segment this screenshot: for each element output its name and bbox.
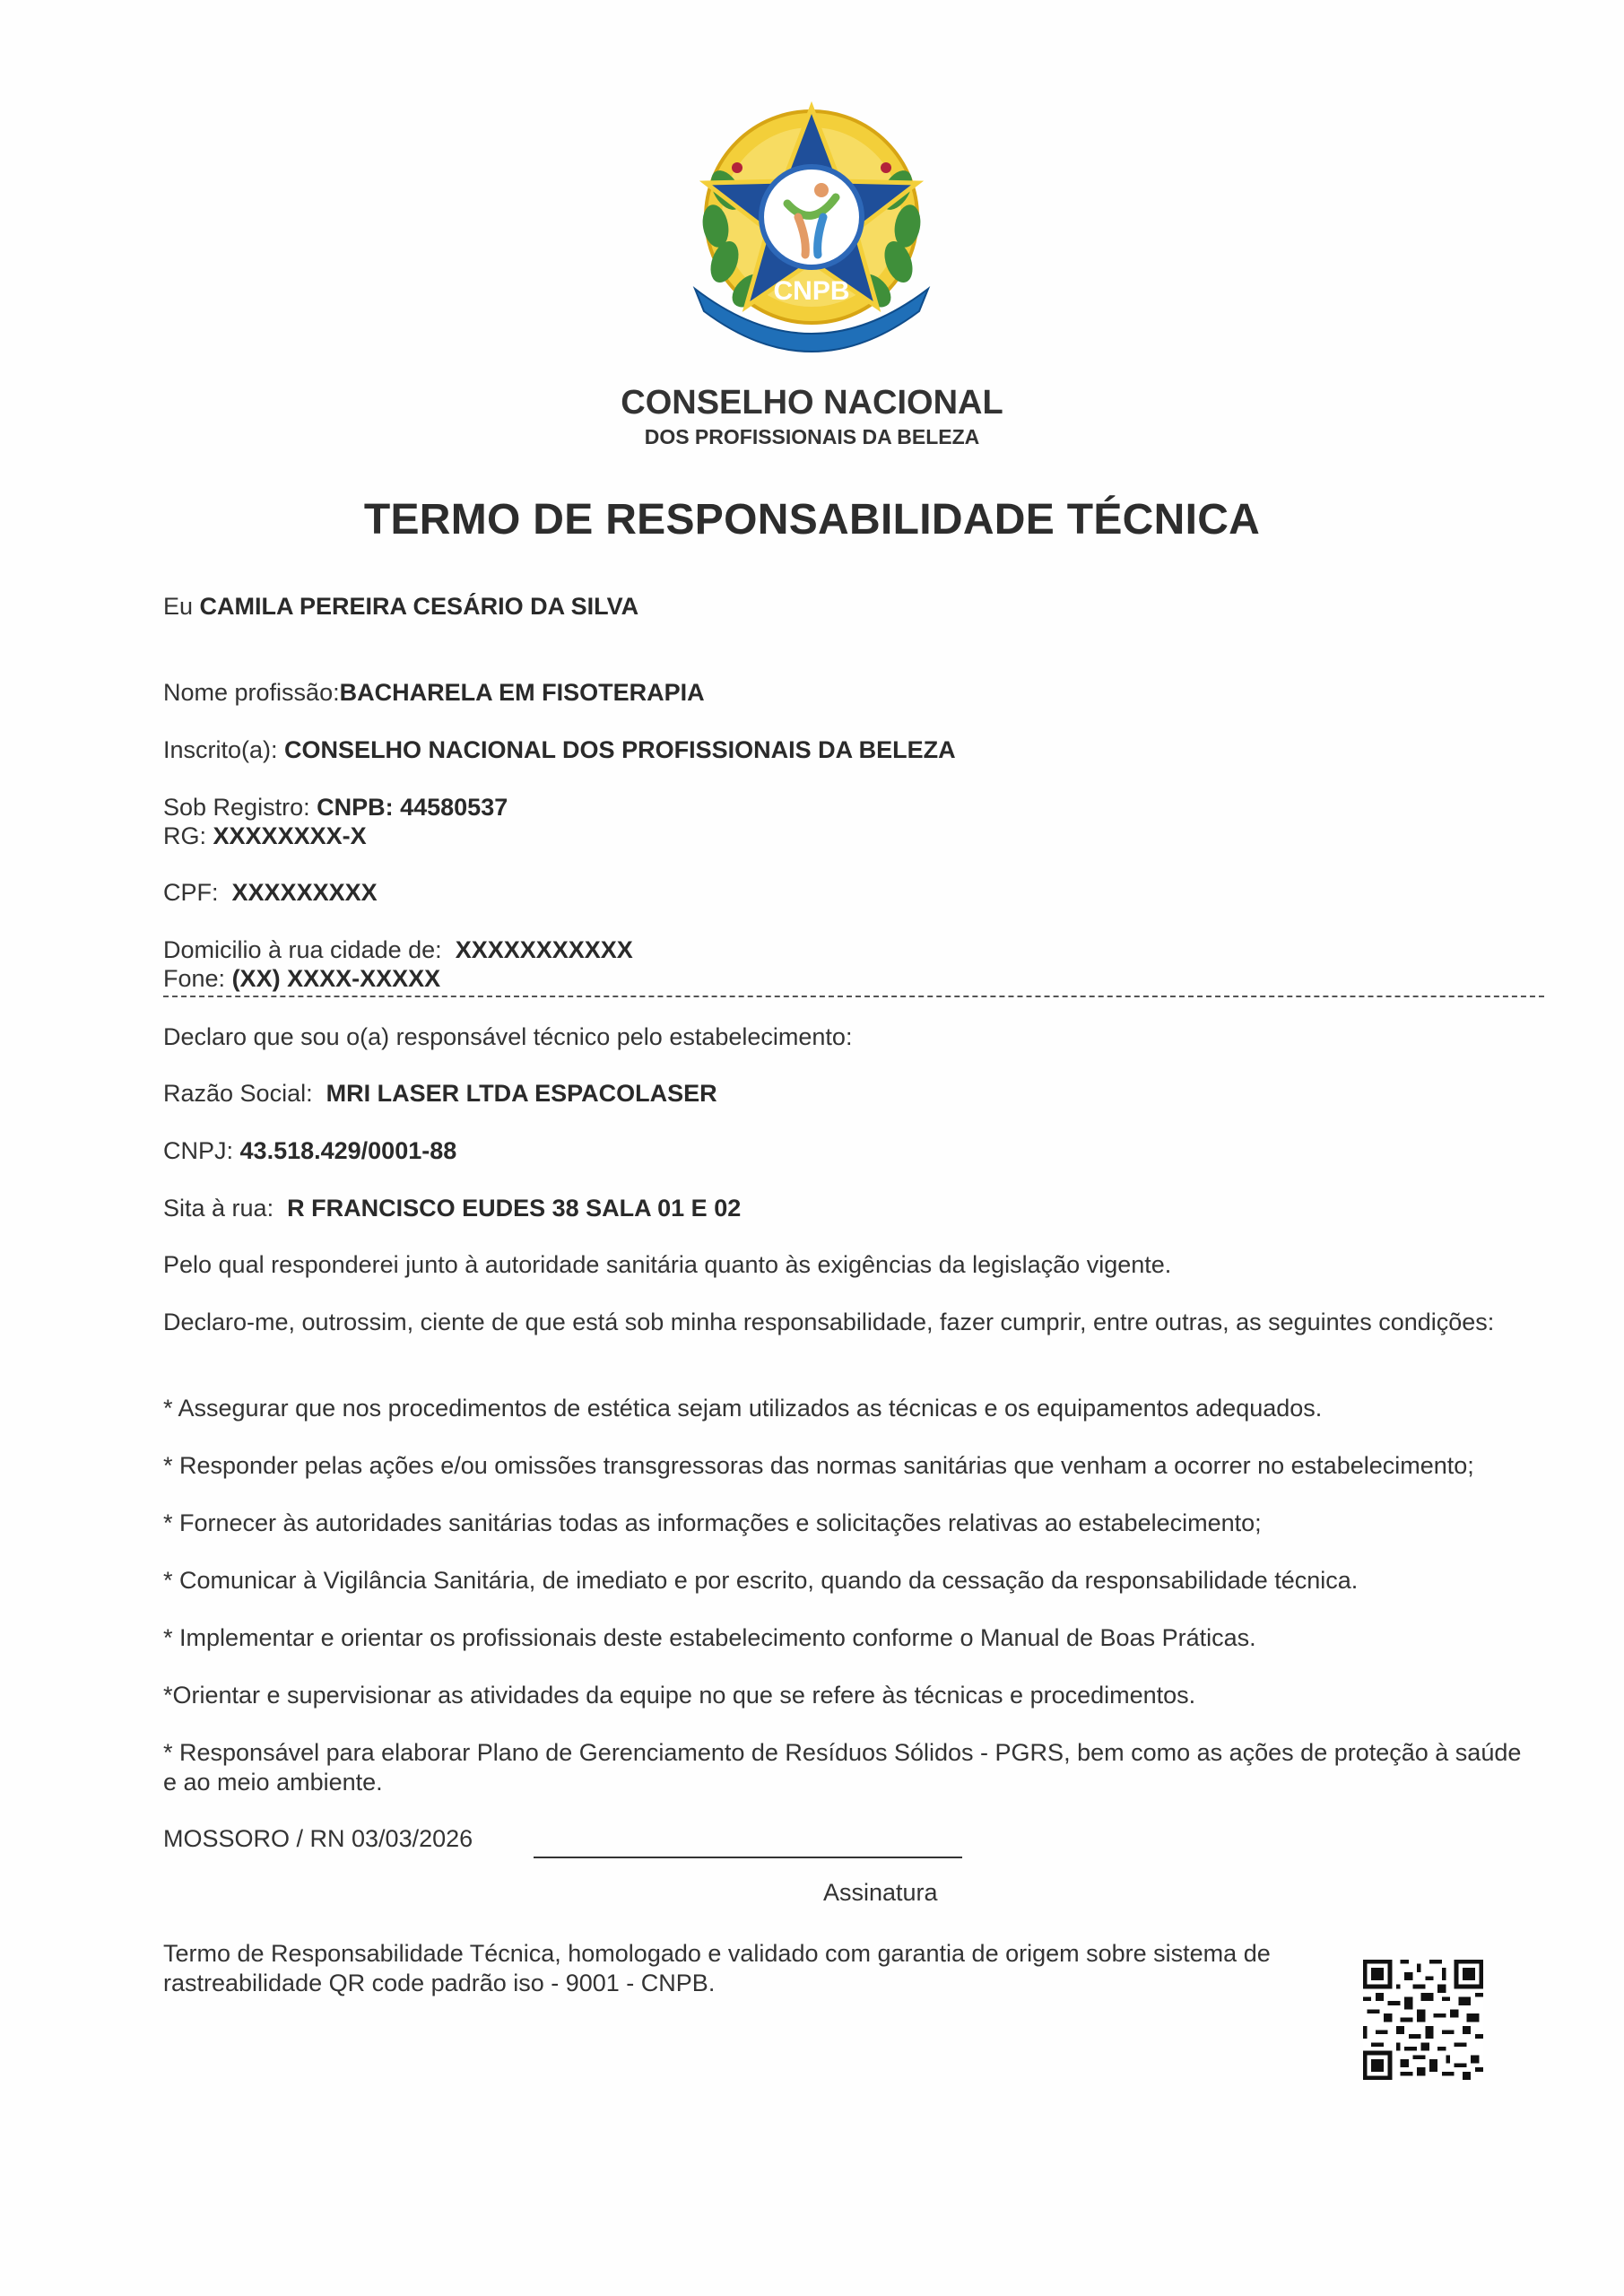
condition-item: * Implementar e orientar os profissionais deste estabelecimento conforme o Manual de Boas Práticas. xyxy=(163,1624,1256,1651)
cnpj-value: 43.518.429/0001-88 xyxy=(239,1137,457,1164)
enrolled-value: CONSELHO NACIONAL DOS PROFISSIONAIS DA BELEZA xyxy=(284,736,956,763)
condition-item: * Assegurar que nos procedimentos de estética sejam utilizados as técnicas e os equipamentos adequados. xyxy=(163,1395,1323,1422)
phone-line: Fone: (XX) XXXX-XXXXX xyxy=(163,965,441,992)
condition-item: * Responder pelas ações e/ou omissões transgressoras das normas sanitárias que venham a ocorrer no estabelecimento; xyxy=(163,1452,1474,1479)
conditions-intro: Declaro-me, outrossim, ciente de que está sob minha responsabilidade, fazer cumprir, entre outras, as seguintes condições: xyxy=(163,1309,1495,1335)
condition-item: * Comunicar à Vigilância Sanitária, de imediato e por escrito, quando da cessação da responsabilidade técnica. xyxy=(163,1567,1359,1594)
dashed-divider xyxy=(163,996,1544,997)
cpf-value: XXXXXXXXX xyxy=(231,879,378,906)
address-line: Domicilio à rua cidade de: XXXXXXXXXXX xyxy=(163,936,633,963)
condition-item: * Fornecer às autoridades sanitárias todas as informações e solicitações relativas ao estabelecimento; xyxy=(163,1509,1262,1536)
company-line: Razão Social: MRI LASER LTDA ESPACOLASER xyxy=(163,1080,717,1107)
authority-line: Pelo qual responderei junto à autoridade sanitária quanto às exigências da legislação vigente. xyxy=(163,1251,1172,1278)
signature-line xyxy=(534,1857,962,1858)
cnpj-line: CNPJ: 43.518.429/0001-88 xyxy=(163,1137,457,1164)
profession-line: Nome profissão:BACHARELA EM FISOTERAPIA xyxy=(163,679,705,706)
address-value: XXXXXXXXXXX xyxy=(455,936,633,963)
registry-line: Sob Registro: CNPB: 44580537 xyxy=(163,794,508,821)
company-value: MRI LASER LTDA ESPACOLASER xyxy=(326,1080,717,1107)
rg-value: XXXXXXXX-X xyxy=(213,822,367,849)
place-date: MOSSORO / RN 03/03/2026 xyxy=(163,1825,473,1852)
qr-code xyxy=(1363,1960,1483,2080)
street-value: R FRANCISCO EUDES 38 SALA 01 E 02 xyxy=(287,1195,742,1222)
professional-name: CAMILA PEREIRA CESÁRIO DA SILVA xyxy=(199,593,639,620)
rg-line: RG: XXXXXXXX-X xyxy=(163,822,367,849)
org-name-line1: CONSELHO NACIONAL xyxy=(621,384,1003,422)
registry-value: CNPB: 44580537 xyxy=(317,794,508,821)
footer-note: Termo de Responsabilidade Técnica, homologado e validado com garantia de origem sobre sistema de rastreabilidade QR code padrão iso - 9001 - CNPB. xyxy=(163,1940,1271,1996)
profession-value: BACHARELA EM FISOTERAPIA xyxy=(339,679,705,706)
cnpb-seal-logo xyxy=(664,83,960,378)
professional-name-line: Eu CAMILA PEREIRA CESÁRIO DA SILVA xyxy=(163,593,639,620)
enrolled-line: Inscrito(a): CONSELHO NACIONAL DOS PROFISSIONAIS DA BELEZA xyxy=(163,736,956,763)
phone-value: (XX) XXXX-XXXXX xyxy=(231,965,441,992)
declaration-line: Declaro que sou o(a) responsável técnico pelo estabelecimento: xyxy=(163,1023,853,1050)
condition-item: * Responsável para elaborar Plano de Gerenciamento de Resíduos Sólidos - PGRS, bem como as ações de proteção à saúde e ao meio ambiente. xyxy=(163,1739,1522,1796)
document-title: TERMO DE RESPONSABILIDADE TÉCNICA xyxy=(363,496,1261,544)
seal-cnpb-text: CNPB xyxy=(773,276,850,306)
signature-label: Assinatura xyxy=(823,1879,938,1906)
street-line: Sita à rua: R FRANCISCO EUDES 38 SALA 01 E 02 xyxy=(163,1195,742,1222)
org-name-line2: DOS PROFISSIONAIS DA BELEZA xyxy=(644,425,980,448)
condition-item: *Orientar e supervisionar as atividades da equipe no que se refere às técnicas e procedimentos. xyxy=(163,1682,1196,1709)
cpf-line: CPF: XXXXXXXXX xyxy=(163,879,378,906)
